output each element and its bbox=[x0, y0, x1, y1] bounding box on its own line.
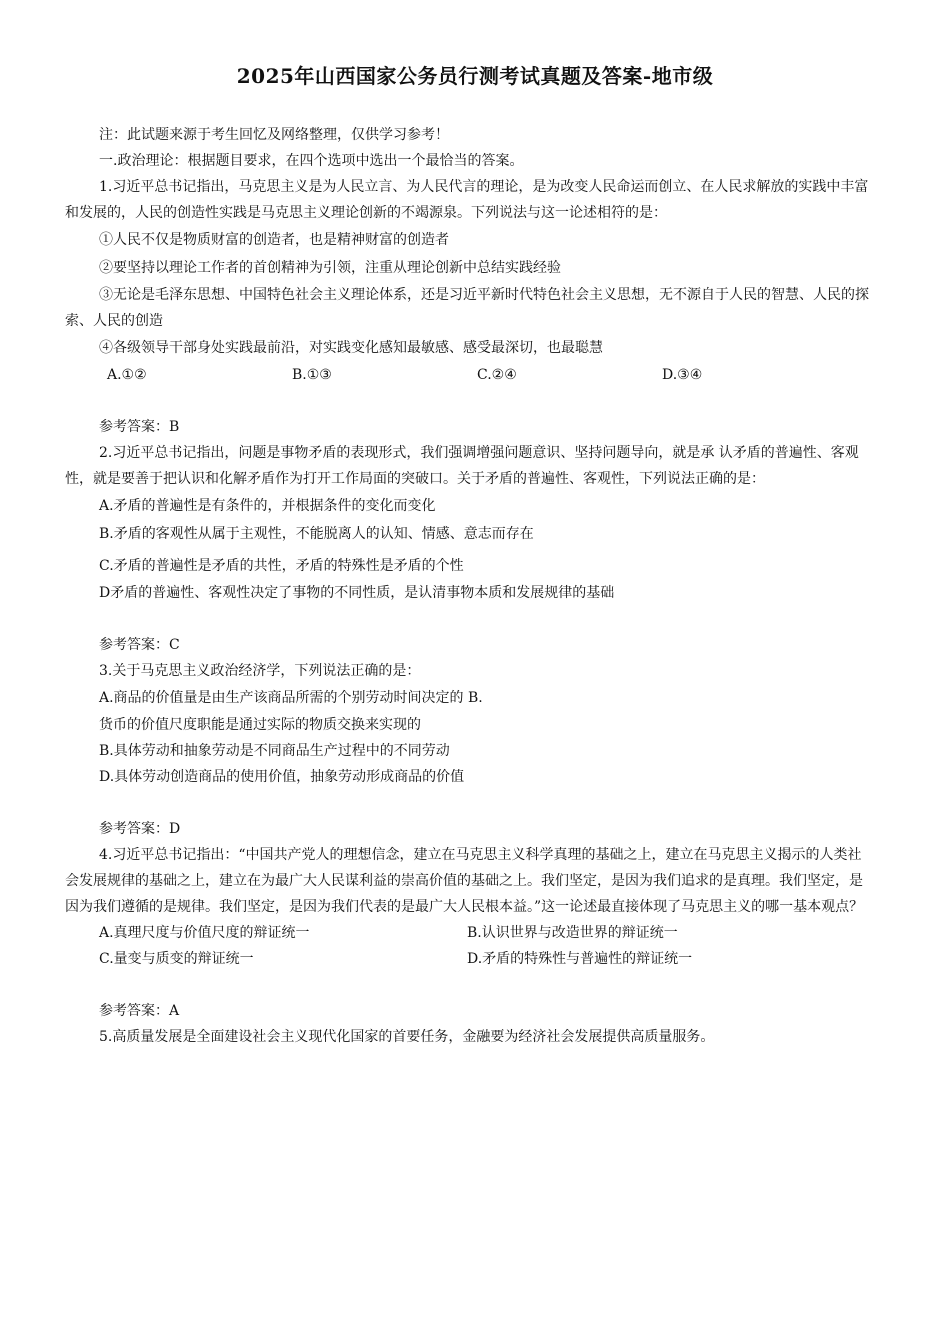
spacer bbox=[65, 790, 875, 816]
question-4-option-b: B.认识世界与改造世界的辩证统一 bbox=[467, 925, 678, 941]
question-3-answer: 参考答案：D bbox=[99, 821, 181, 837]
question-2-stem: 2.习近平总书记指出，问题是事物矛盾的表现形式，我们强调增强问题意识、坚持问题导向，就是承 认矛盾的普遍性、客观性，就是要善于把认识和化解矛盾作为打开工作局面的突破口。关于矛盾的普遍性、客观性，下列说法正确的是： bbox=[65, 445, 859, 487]
question-4-options-row-1 bbox=[65, 920, 875, 946]
question-1-stem: 1.习近平总书记指出，马克思主义是为人民立言、为人民代言的理论，是为改变人民命运而创立、在人民求解放的实践中丰富和发展的，人民的创造性实践是马克思主义理论创新的不竭源泉。下列说法与这一论述相符的是： bbox=[65, 179, 869, 221]
question-5-stem: 5.高质量发展是全面建设社会主义现代化国家的首要任务，金融要为经济社会发展提供高质量服务。 bbox=[99, 1029, 715, 1045]
question-3-stem: 3.关于马克思主义政治经济学，下列说法正确的是： bbox=[99, 663, 421, 679]
question-1-statement-2: ②要坚持以理论工作者的首创精神为引领，注重从理论创新中总结实践经验 bbox=[99, 260, 561, 276]
question-1-statement-1: ①人民不仅是物质财富的创造者，也是精神财富的创造者 bbox=[99, 232, 449, 248]
question-4-options-row-2 bbox=[65, 946, 875, 972]
question-4-option-a: A.真理尺度与价值尺度的辩证统一 bbox=[99, 925, 310, 941]
question-3-option-a: A.商品的价值量是由生产该商品所需的个别劳动时间决定的 B. bbox=[99, 690, 483, 706]
section-heading: 一.政治理论：根据题目要求，在四个选项中选出一个最恰当的答案。 bbox=[99, 153, 524, 169]
question-1-options bbox=[65, 362, 875, 388]
question-2-option-d: D矛盾的普遍性、客观性决定了事物的不同性质，是认清事物本质和发展规律的基础 bbox=[99, 585, 615, 601]
document-title: 2025年山西国家公务员行测考试真题及答案-地市级 bbox=[236, 64, 714, 88]
question-3-option-b-second: B.具体劳动和抽象劳动是不同商品生产过程中的不同劳动 bbox=[99, 743, 450, 759]
question-3-option-d: D.具体劳动创造商品的使用价值，抽象劳动形成商品的价值 bbox=[99, 769, 465, 785]
spacer bbox=[65, 388, 875, 414]
question-2-option-c: C.矛盾的普遍性是矛盾的共性，矛盾的特殊性是矛盾的个性 bbox=[99, 558, 464, 574]
spacer bbox=[65, 972, 875, 998]
question-4-option-c: C.量变与质变的辩证统一 bbox=[99, 951, 254, 967]
question-4-stem: 4.习近平总书记指出：“中国共产党人的理想信念，建立在马克思主义科学真理的基础之上，建立在马克思主义揭示的人类社会发展规律的基础之上，建立在为最广大人民谋利益的崇高价值的基础之上。我们坚定，是因为我们追求的是真理。我们坚定，是因为我们遵循的是规律。我们坚定，是因为我们代表的是最广大人民根本益。”这一论述最直接体现了马克思主义的哪一基本观点？ bbox=[65, 847, 864, 915]
spacer bbox=[65, 606, 875, 632]
document-body bbox=[65, 122, 875, 1050]
question-1-statement-3: ③无论是毛泽东思想、中国特色社会主义理论体系，还是习近平新时代特色社会主义思想，无不源自于人民的智慧、人民的探索、人民的创造 bbox=[65, 287, 869, 329]
question-1-option-b: B.①③ bbox=[292, 367, 332, 383]
question-3-option-b-continued: 货币的价值尺度职能是通过实际的物质交换来实现的 bbox=[99, 717, 421, 733]
question-1-statement-4: ④各级领导干部身处实践最前沿，对实践变化感知最敏感、感受最深切，也最聪慧 bbox=[99, 340, 603, 356]
question-1-option-c: C.②④ bbox=[477, 367, 517, 383]
question-2-answer: 参考答案：C bbox=[99, 637, 180, 653]
question-1-option-a: A.①② bbox=[107, 367, 147, 383]
source-note: 注：此试题来源于考生回忆及网络整理，仅供学习参考！ bbox=[99, 127, 449, 143]
question-1-answer: 参考答案：B bbox=[99, 419, 180, 435]
question-2-option-a: A.矛盾的普遍性是有条件的，并根据条件的变化而变化 bbox=[99, 498, 436, 514]
question-4-answer: 参考答案：A bbox=[99, 1003, 180, 1019]
question-1-option-d: D.③④ bbox=[662, 367, 703, 383]
question-4-option-d: D.矛盾的特殊性与普遍性的辩证统一 bbox=[467, 951, 693, 967]
question-2-option-b: B.矛盾的客观性从属于主观性，不能脱离人的认知、情感、意志而存在 bbox=[99, 526, 534, 542]
